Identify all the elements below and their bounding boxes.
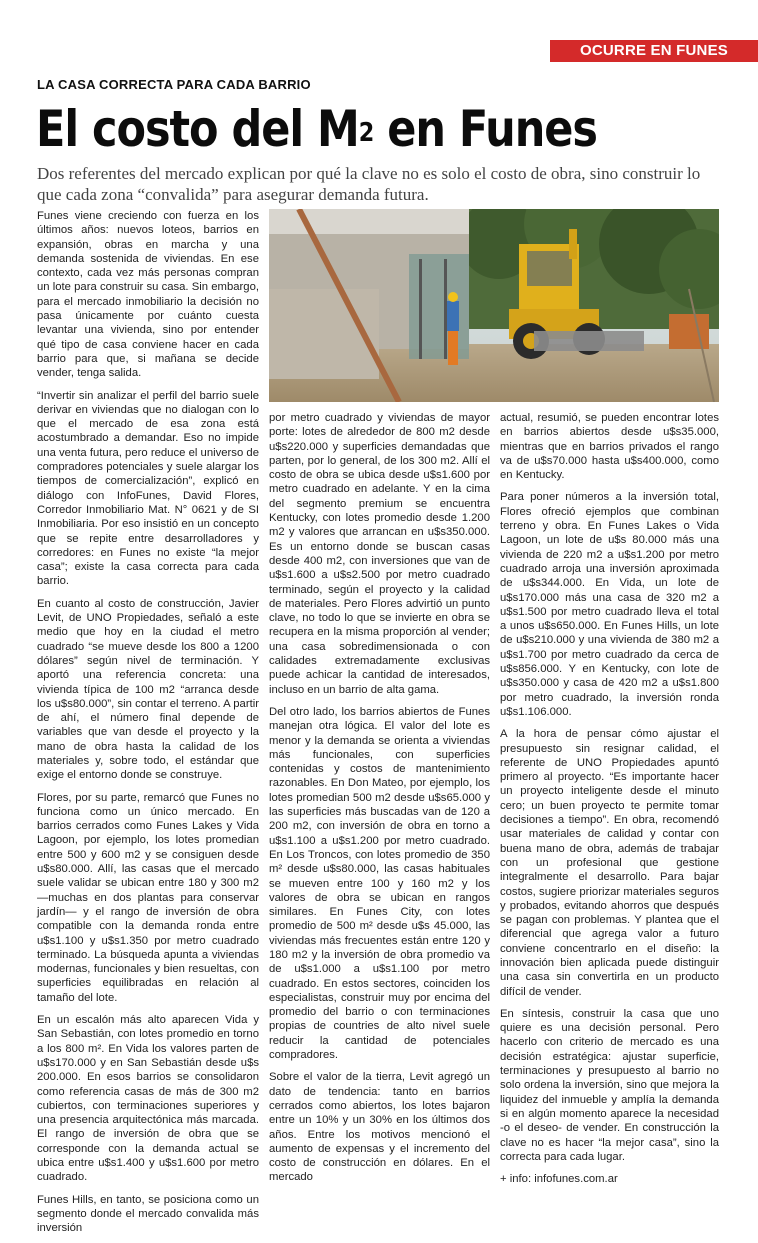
paragraph: En cuanto al costo de construcción, Javier Levit, de UNO Propiedades, señaló a este medio que hoy en la ciudad el metro cuadrado “se mueve desde los 800 a 1200 dólares” según nivel de terminación. Y aportó una referencia concreta: una vivienda típica de 100 m2 “arranca desde los u$s80.000”, sin contar el terreno. A partir de ahí, el número final depende de variables que van desde el proyecto y la mano de obra hasta la calidad de los materiales y, sobre todo, el estándar que exige el entorno donde se construye. — [37, 597, 259, 782]
paragraph: Funes Hills, en tanto, se posiciona como un segmento donde el mercado convalida más inversión — [37, 1193, 259, 1235]
article-column-3 — [500, 411, 719, 1194]
paragraph: Sobre el valor de la tierra, Levit agregó un dato de tendencia: tanto en barrios cerrados como abiertos, los lotes bajaron entre un 10% y un 30% en los últimos dos años. Entre los motivos mencionó el aumento de expensas y el incremento del costo de construcción en dólares. En el mercado — [269, 1071, 490, 1184]
paragraph: En síntesis, construir la casa que uno quiere es una decisión personal. Pero hacerlo con criterio de mercado es una decisión estratégica: ajustar superficie, terminaciones y presupuesto al barrio no solo ordena la inversión, sino que mejora la liquidez del inmueble y amplía la demanda si en algún momento aparece la necesidad -o el deseo- de vender. En construcción la clave no es hacer “la mejor casa”, sino la correcta para cada lugar. — [500, 1007, 719, 1163]
paragraph: Para poner números a la inversión total, Flores ofreció ejemplos que combinan terreno y obra. En Funes Lakes o Vida Lagoon, un lote de u$s 80.000 más una vivienda de 220 m2 a u$s1.200 por metro cuadrado arroja una inversión aproximada de u$s344.000. En Vida, un lote de u$s170.000 más una casa de 320 m2 a u$s1.500 por metro cuadrado lleva el total a unos u$s650.000. En Funes Hills, un lote de u$s210.000 y una vivienda de 380 m2 a u$s1.700 por metro cuadrado da cerca de u$s856.000. Y en Kentucky, con lote de u$s350.000 y casa de 420 m2 a u$s1.800 por metro cuadrado, la inversión ronda u$s1.106.000. — [500, 491, 719, 718]
paragraph: por metro cuadrado y viviendas de mayor porte: lotes de alrededor de 800 m2 desde u$s220.000 y superficies demandadas que parten, por lo general, de los 300 m2. Allí el costo de obra se ubica desde u$s1.600 por metro cuadrado en adelante. Y en la cima del segmento premium se encuentra Kentucky, con lotes promedio desde 1.200 m2 y valores que arrancan en u$s350.000. Es un entorno donde se buscan casas desde 400 m2, con inversiones que van de u$s1.600 a u$s2.500 por metro cuadrado terminado, según el proyecto y la calidad de materiales. Pero Flores advirtió un punto clave, no todo lo que se invierte en obra se recupera en la misma proporción al vender; una casa sobredimensionada o con calidades extremadamente exclusivas puede achicar la cantidad de interesados, incluso en un barrio de alta gama. — [269, 412, 490, 696]
info-link[interactable]: + info: infofunes.com.ar — [500, 1173, 618, 1186]
kicker: LA CASA CORRECTA PARA CADA BARRIO — [37, 77, 311, 92]
paragraph: Funes viene creciendo con fuerza en los últimos años: nuevos loteos, barrios en expansión, obras en marcha y una demanda sostenida de viviendas. En ese contexto, cada vez más personas compran un lote para construir su casa. Sin embargo, para el mercado inmobiliario la decisión no pasa únicamente por cuánto cuesta levantar una vivienda, sino por entender qué tipo de casa conviene hacer en cada barrio para que, si mañana se decide vender, tenga salida. — [37, 210, 259, 380]
paragraph: Flores, por su parte, remarcó que Funes no funciona como un único mercado. En barrios cerrados como Funes Lakes y Vida Lagoon, por ejemplo, los lotes promedian entre 500 y 600 m2 y se consiguen desde u$s80.000. Allí, las casas que el mercado suele validar se ubican entre 180 y 300 m2 —muchas en dos plantas para conservar jardín— y el rango de inversión de obra compatible con la demanda ronda entre u$s1.100 y u$s1.350 por metro cuadrado terminado. La búsqueda apunta a viviendas modernas, funcionales y bien resueltas, con superficies equilibradas en relación al tamaño del lote. — [37, 791, 259, 1004]
article-column-2 — [269, 411, 490, 1193]
headline-superscript: 2 — [358, 118, 374, 148]
paragraph: Del otro lado, los barrios abiertos de Funes manejan otra lógica. El valor del lote es menor y la demanda se orienta a viviendas más funcionales, con superficies contenidas y costos de mantenimiento razonables. En Don Mateo, por ejemplo, los lotes promedian 500 m2 desde u$s65.000 y las superficies más buscadas van de 120 a 200 m2, con inversión de obra en torno a u$s1.100 a u$s1.200 por metro cuadrado. En Los Troncos, con lotes promedio de 350 m² desde u$s80.000, las casas habituales se mueven entre 100 y 160 m2 y los valores de obra se ubican en rangos similares. En Funes City, con lotes promedio de 500 m² desde u$s 45.000, las viviendas más frecuentes están entre 120 y 180 m2 y la inversión de obra promedio va de u$s1.000 a u$s1.100 por metro cuadrado. En estos sectores, coinciden los especialistas, construir muy por encima del promedio del barrio o con terminaciones propias de countries de alto nivel suele reducir la cantidad de potenciales compradores. — [269, 705, 490, 1062]
headline-suffix: en Funes — [373, 100, 597, 158]
paragraph: actual, resumió, se pueden encontrar lotes en barrios abiertos desde u$s35.000, mientras que en barrios privados el rango va de u$s70.000 hasta u$s400.000, como en Kentucky. — [500, 412, 719, 482]
construction-photo — [269, 209, 719, 402]
paragraph: A la hora de pensar cómo ajustar el presupuesto sin resignar calidad, el referente de UNO Propiedades apuntó primero al proyecto. “Es importante hacer un proyecto inteligente desde el minuto cero; un buen proyecto te permite tomar decisiones a tiempo”. En obra, recomendó usar materiales de calidad y contar con buena mano de obra, además de trabajar con un profesional que gestione integralmente el desarrollo. Para bajar costos, sugiere priorizar materiales seguros y probados, evitando ahorros que después se pagan con problemas. Y plantea que el diferencial que agrega valor a futuro conviene concentrarlo en el diseño: la innovación bien aplicada puede distinguir una casa sin convertirla en un producto difícil de vender. — [500, 728, 719, 998]
section-tag: OCURRE EN FUNES — [550, 40, 758, 62]
deck: Dos referentes del mercado explican por qué la clave no es solo el costo de obra, sino construir lo que cada zona “convalida” para asegurar demanda futura. — [37, 164, 701, 204]
article-column-1 — [37, 209, 259, 1243]
paragraph: “Invertir sin analizar el perfil del barrio suele derivar en viviendas que no dialogan con lo que el mercado de esa zona está acostumbrado a demandar. Eso no impide una venta futura, pero reduce el universo de compradores potenciales y suele alargar los tiempos de comercialización”, explicó en diálogo con InfoFunes, David Flores, Corredor Inmobiliario Mat. N° 0621 y de SI Inmobiliaria. Por eso insistió en un concepto que se repite entre desarrolladores y corredores: en Funes no existe “la mejor casa”; existe la casa correcta para cada barrio. — [37, 389, 259, 588]
headline — [36, 98, 597, 160]
headline-text: El costo del M — [36, 100, 359, 158]
paragraph: En un escalón más alto aparecen Vida y San Sebastián, con lotes promedio en torno a los 800 m². En Vida los valores parten de u$s170.000 y en San Sebastián desde u$s 200.000. En esos barrios se consolidaron como referencia casas de más de 300 m2 cubiertos, con terminaciones superiores y una presencia arquitectónica más marcada. El rango de inversión de obra que se corresponde con la demanda actual se ubica entre u$s1.400 y u$s1.600 por metro cuadrado. — [37, 1014, 259, 1184]
